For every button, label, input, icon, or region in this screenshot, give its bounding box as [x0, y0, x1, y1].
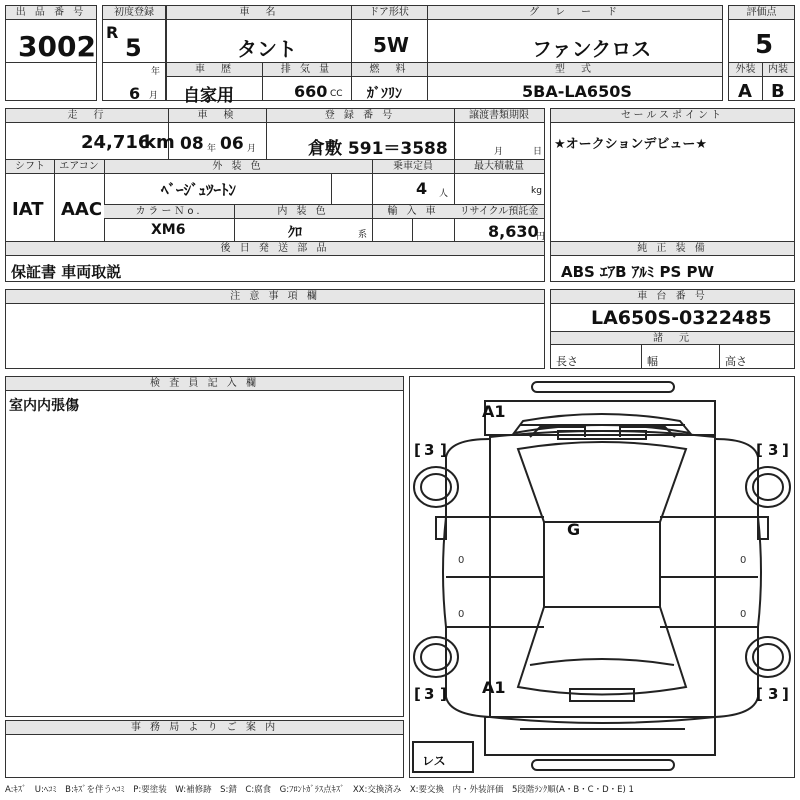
tire-rear-right-bracket-close: ] — [782, 685, 789, 703]
office-block — [5, 720, 404, 778]
transfer-header: 譲渡書類期限 — [454, 109, 544, 123]
lot-number: 3002 — [18, 30, 96, 63]
mark-a1-rear: A1 — [482, 678, 506, 697]
interior-color-suffix: 系 — [358, 230, 368, 240]
mileage-header: 走 行 — [6, 109, 168, 123]
displacement: 660 — [294, 82, 328, 101]
inspection-month-unit: 月 — [247, 144, 257, 154]
shift-type: IAT — [12, 199, 44, 220]
tire-front-right-score: 3 — [768, 441, 779, 459]
seating-capacity: 4 — [416, 179, 428, 198]
yen-unit: 円 — [536, 232, 546, 242]
car-info-block — [166, 5, 723, 106]
vehicle-history: 自家用 — [183, 86, 234, 106]
aircon-header: エアコン — [54, 160, 104, 174]
max-load-header: 最大積載量 — [454, 160, 544, 174]
inspection-year-unit: 年 — [207, 144, 217, 154]
car-name: タント — [237, 37, 297, 61]
registration-number: 倉敷 591＝3588 — [308, 139, 448, 159]
tire-front-right-bracket-close: ] — [782, 441, 789, 459]
sales-point-header: セールスポイント — [551, 109, 794, 123]
genuine-equipment-block — [550, 242, 795, 282]
tire-rear-left-bracket: [ — [414, 685, 421, 703]
chassis-number: LA650S-0322485 — [591, 307, 772, 329]
recycle-header: リサイクル預託金 — [454, 205, 544, 219]
interior-header: 内装 — [762, 63, 794, 77]
inspector-block — [5, 376, 404, 717]
color-no-header: カラーＮo. — [104, 205, 234, 219]
capacity-header: 乗車定員 — [372, 160, 454, 174]
tire-front-left-score: 3 — [424, 441, 435, 459]
exterior-header: 外装 — [729, 63, 762, 77]
inspection-year: 08 — [180, 134, 204, 154]
chassis-header: 車 台 番 号 — [551, 290, 794, 304]
exterior-grade: A — [738, 81, 752, 102]
sales-point: ★オークションデビュー★ — [554, 137, 708, 152]
shift-header: シフト — [6, 160, 54, 174]
lot-number-header: 出 品 番 号 — [6, 6, 96, 20]
tire-rear-right-bracket: [ — [756, 685, 763, 703]
era-label: R — [106, 23, 119, 42]
overall-score: 5 — [755, 30, 774, 60]
score-block — [728, 5, 795, 101]
later-parts-header: 後 日 発 送 部 品 — [6, 242, 544, 256]
door-rear-right-mark: 0 — [740, 609, 747, 620]
tire-rear-left-bracket-close: ] — [440, 685, 447, 703]
load-unit: kg — [531, 186, 542, 196]
car-outline-diagram — [410, 377, 794, 777]
model-code: 5BA-LA650S — [522, 82, 632, 101]
tire-rear-right-score: 3 — [768, 685, 779, 703]
registration-month: 6 — [129, 84, 141, 103]
score-header: 評価点 — [729, 6, 794, 20]
chassis-block — [550, 289, 795, 369]
door-front-right-mark: 0 — [740, 555, 747, 566]
mileage: 24,716 — [81, 132, 151, 153]
aircon-type: AAC — [61, 199, 103, 220]
tire-front-left-bracket-close: ] — [440, 441, 447, 459]
registration-year: 5 — [125, 34, 142, 62]
door-header: ドア形状 — [351, 6, 427, 20]
lot-number-cell — [5, 5, 97, 101]
inspection-month: 06 — [220, 134, 244, 154]
color-number: XM6 — [151, 222, 186, 238]
displacement-header: 排 気 量 — [262, 63, 351, 77]
inspector-note: 室内内張傷 — [9, 398, 79, 414]
later-parts: 保証書 車両取説 — [11, 263, 122, 281]
grade: ファンクロス — [532, 37, 652, 61]
transfer-month: 月 — [494, 147, 504, 157]
capacity-unit: 人 — [439, 189, 449, 199]
damage-legend: A:ｷｽﾞ U:ﾍｺﾐ B:ｷｽﾞを伴うﾍｺﾐ P:要塗装 W:補修跡 S:錆 C:腐食 G:ﾌﾛﾝﾄｶﾞﾗｽ点ｷｽﾞ XX:交換済み X:要交換 内・外装評価 5段階ﾗﾝｸ順(A・B・C・D・E) 1 — [5, 785, 634, 795]
transfer-day: 日 — [533, 147, 543, 157]
inspector-header: 検 査 員 記 入 欄 — [6, 377, 403, 391]
sales-point-block — [550, 108, 795, 242]
tire-front-right-bracket: [ — [756, 441, 763, 459]
car-name-header: 車 名 — [167, 6, 351, 20]
km-unit: km — [144, 132, 175, 153]
year-unit: 年 — [151, 67, 161, 77]
spare-tire-mark: レス — [422, 754, 446, 768]
inspection-header: 車 検 — [168, 109, 266, 123]
tire-rear-left-score: 3 — [424, 685, 435, 703]
interior-color: ｸﾛ — [288, 225, 302, 241]
fuel-type: ｶﾞｿﾘﾝ — [367, 86, 402, 102]
damage-diagram — [409, 376, 795, 778]
history-header: 車 歴 — [167, 63, 262, 77]
notes-block — [5, 289, 545, 369]
int-color-header: 内 装 色 — [234, 205, 372, 219]
detail-block — [5, 108, 545, 242]
length-label: 長さ — [556, 355, 578, 368]
model-header: 型 式 — [427, 63, 722, 77]
width-label: 幅 — [647, 355, 658, 368]
door-front-left-mark: 0 — [458, 555, 465, 566]
tire-front-left-bracket: [ — [414, 441, 421, 459]
height-label: 高さ — [725, 355, 747, 368]
genuine-equipment: ABS ｴｱB ｱﾙﾐ PS PW — [561, 263, 715, 281]
first-registration-cell — [102, 5, 166, 101]
mark-g-windshield: G — [567, 520, 581, 539]
genuine-equipment-header: 純 正 装 備 — [551, 242, 794, 256]
recycle-fee: 8,630 — [488, 222, 539, 241]
exterior-color: ﾍﾞｰｼﾞｭﾂｰﾄﾝ — [161, 181, 237, 199]
later-parts-block — [5, 242, 545, 282]
grade-header: グ レ ー ド — [427, 6, 722, 20]
notes-header: 注 意 事 項 欄 — [6, 290, 544, 304]
door-rear-left-mark: 0 — [458, 609, 465, 620]
import-header: 輸 入 車 — [372, 205, 454, 219]
interior-grade: B — [771, 81, 785, 102]
mark-a1-front: A1 — [482, 402, 506, 421]
month-unit: 月 — [149, 91, 159, 101]
first-registration-header: 初度登録 — [103, 6, 165, 20]
cc-unit: CC — [330, 89, 343, 99]
reg-no-header: 登 録 番 号 — [266, 109, 454, 123]
fuel-header: 燃 料 — [351, 63, 427, 77]
door-type: 5W — [373, 33, 409, 57]
office-header: 事 務 局 よ り ご 案 内 — [6, 721, 403, 735]
ext-color-header: 外 装 色 — [104, 160, 372, 174]
specs-header: 諸 元 — [551, 331, 794, 345]
